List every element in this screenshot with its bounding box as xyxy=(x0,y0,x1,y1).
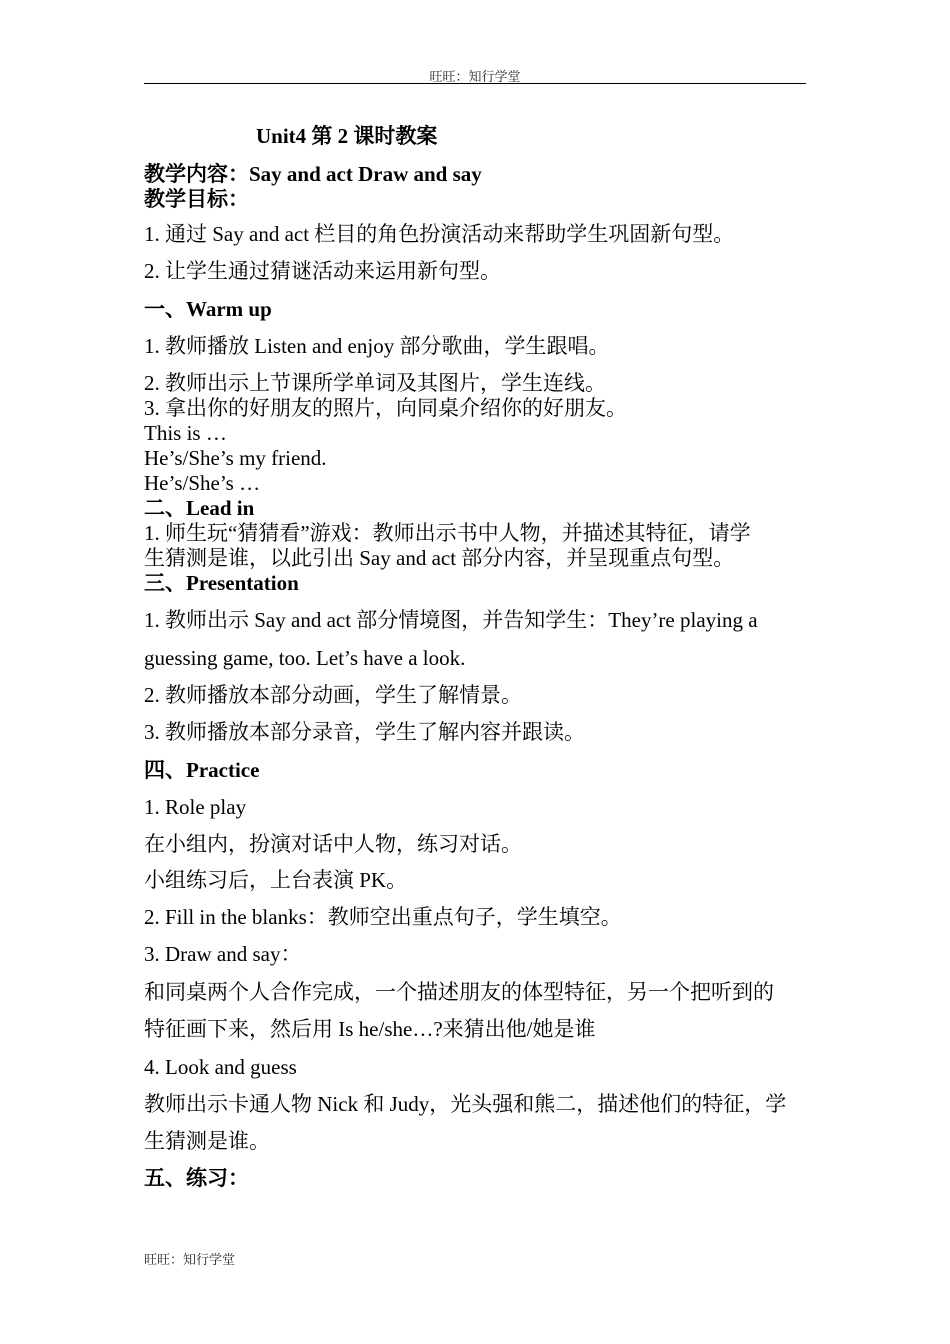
practice-line: 1. Role play xyxy=(144,795,247,819)
document-title: Unit4 第 2 课时教案 xyxy=(256,124,438,148)
section-heading-warmup: 一、Warm up xyxy=(144,297,272,321)
practice-line: 在小组内，扮演对话中人物，练习对话。 xyxy=(144,832,522,856)
practice-line: 教师出示卡通人物 Nick 和 Judy，光头强和熊二，描述他们的特征，学 xyxy=(144,1092,787,1116)
leadin-line: 1. 师生玩“猜猜看”游戏：教师出示书中人物，并描述其特征，请学 xyxy=(144,521,751,545)
section-heading-exercise: 五、练习： xyxy=(144,1166,249,1190)
section-heading-practice: 四、Practice xyxy=(144,758,260,782)
header-divider xyxy=(144,83,806,84)
practice-line: 3. Draw and say： xyxy=(144,942,302,966)
header-text: 旺旺：知行学堂 xyxy=(429,69,521,84)
warmup-line: This is … xyxy=(144,421,227,445)
practice-line: 小组练习后，上台表演 PK。 xyxy=(144,868,408,892)
practice-line: 特征画下来，然后用 Is he/she…?来猜出他/她是谁 xyxy=(144,1017,596,1041)
goal-item: 2. 让学生通过猜谜活动来运用新句型。 xyxy=(144,259,501,283)
practice-line: 2. Fill in the blanks：教师空出重点句子，学生填空。 xyxy=(144,905,622,929)
content-label: 教学内容：Say and act Draw and say xyxy=(144,162,482,186)
goal-item: 1. 通过 Say and act 栏目的角色扮演活动来帮助学生巩固新句型。 xyxy=(144,222,735,246)
section-heading-presentation: 三、Presentation xyxy=(144,571,299,595)
practice-line: 生猜测是谁。 xyxy=(144,1129,270,1153)
presentation-line: 3. 教师播放本部分录音，学生了解内容并跟读。 xyxy=(144,720,585,744)
goals-label: 教学目标： xyxy=(144,187,249,211)
warmup-line: He’s/She’s my friend. xyxy=(144,446,327,470)
practice-line: 和同桌两个人合作完成，一个描述朋友的体型特征，另一个把听到的 xyxy=(144,980,774,1004)
section-heading-leadin: 二、Lead in xyxy=(144,496,255,520)
warmup-line: He’s/She’s … xyxy=(144,471,261,495)
page-footer: 旺旺：知行学堂 xyxy=(144,1252,236,1267)
warmup-line: 2. 教师出示上节课所学单词及其图片，学生连线。 xyxy=(144,371,606,395)
presentation-line: 2. 教师播放本部分动画，学生了解情景。 xyxy=(144,683,522,707)
presentation-line: guessing game, too. Let’s have a look. xyxy=(144,646,466,670)
warmup-line: 1. 教师播放 Listen and enjoy 部分歌曲，学生跟唱。 xyxy=(144,334,610,358)
practice-line: 4. Look and guess xyxy=(144,1055,297,1079)
leadin-line: 生猜测是谁，以此引出 Say and act 部分内容，并呈现重点句型。 xyxy=(144,546,735,570)
warmup-line: 3. 拿出你的好朋友的照片，向同桌介绍你的好朋友。 xyxy=(144,396,627,420)
presentation-line: 1. 教师出示 Say and act 部分情境图，并告知学生：They’re playing a xyxy=(144,608,758,632)
